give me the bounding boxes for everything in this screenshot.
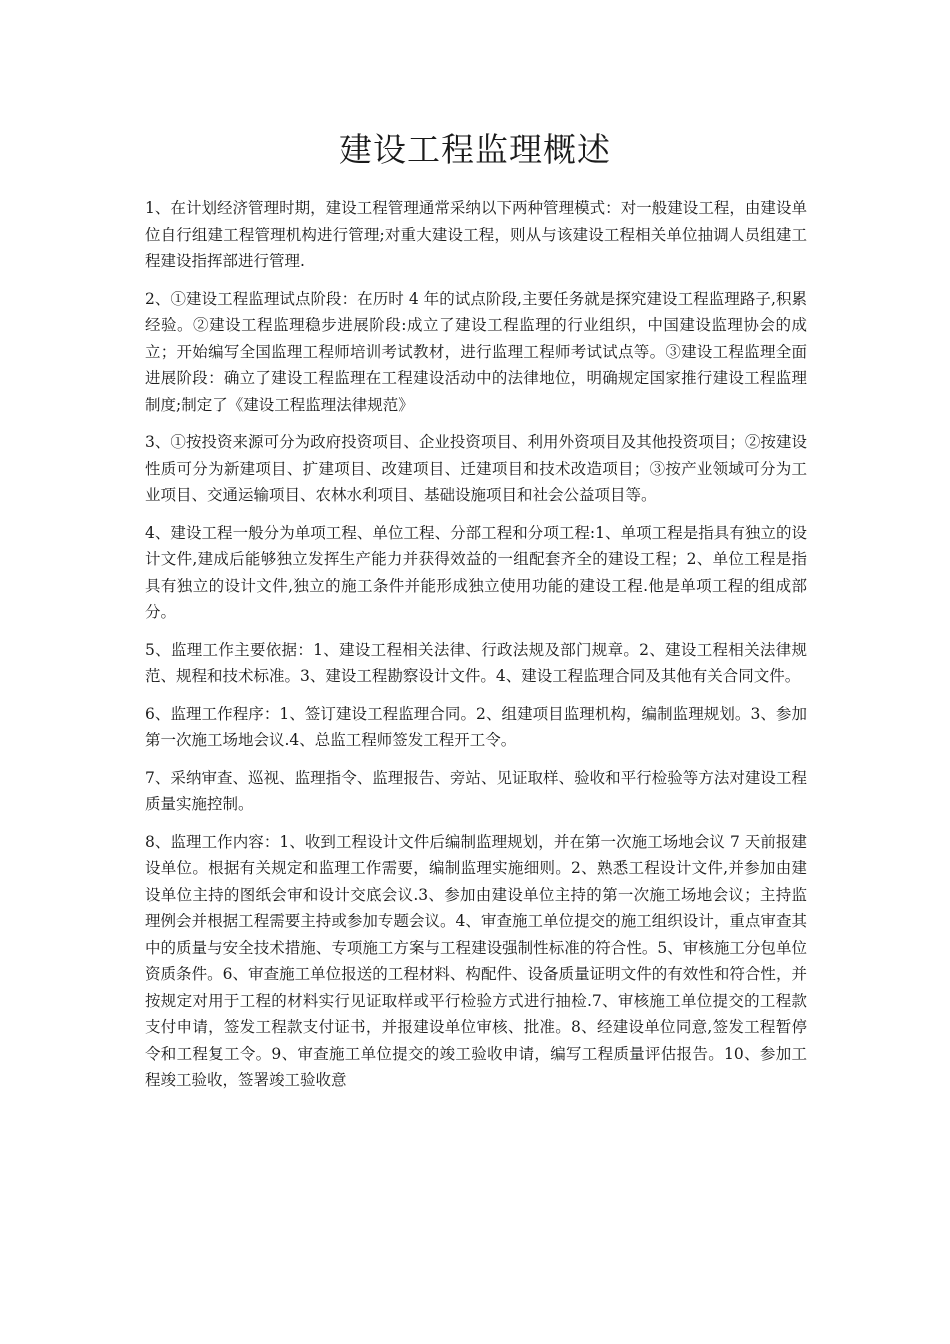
paragraph-6: 6、监理工作程序：1、签订建设工程监理合同。2、组建项目监理机构，编制监理规划。3、参加第一次施工场地会议.4、总监工程师签发工程开工令。 <box>145 704 807 749</box>
document-title: 建设工程监理概述 <box>339 130 611 169</box>
paragraph-7: 7、采纳审查、巡视、监理指令、监理报告、旁站、见证取样、验收和平行检验等方法对建设工程质量实施控制。 <box>145 768 807 813</box>
document-body <box>145 195 807 1105</box>
paragraph-2: 2、①建设工程监理试点阶段：在历时 4 年的试点阶段,主要任务就是探究建设工程监理路子,积累经验。②建设工程监理稳步进展阶段:成立了建设工程监理的行业组织，中国建设监理协会的成立；开始编写全国监理工程师培训考试教材，进行监理工程师考试试点等。③建设工程监理全面进展阶段：确立了建设工程监理在工程建设活动中的法律地位，明确规定国家推行建设工程监理制度;制定了《建设工程监理法律规范》 <box>145 289 807 414</box>
paragraph-4: 4、建设工程一般分为单项工程、单位工程、分部工程和分项工程:1、单项工程是指具有独立的设计文件,建成后能够独立发挥生产能力并获得效益的一组配套齐全的建设工程；2、单位工程是指具有独立的设计文件,独立的施工条件并能形成独立使用功能的建设工程.他是单项工程的组成部分。 <box>145 523 807 621</box>
paragraph-1: 1、在计划经济管理时期，建设工程管理通常采纳以下两种管理模式：对一般建设工程，由建设单位自行组建工程管理机构进行管理;对重大建设工程，则从与该建设工程相关单位抽调人员组建工程建设指挥部进行管理. <box>145 199 807 270</box>
paragraph-5: 5、监理工作主要依据：1、建设工程相关法律、行政法规及部门规章。2、建设工程相关法律规范、规程和技术标准。3、建设工程勘察设计文件。4、建设工程监理合同及其他有关合同文件。 <box>145 640 807 685</box>
paragraph-8: 8、监理工作内容：1、收到工程设计文件后编制监理规划，并在第一次施工场地会议 7 天前报建设单位。根据有关规定和监理工作需要，编制监理实施细则。2、熟悉工程设计文件,并参加由建设单位主持的图纸会审和设计交底会议.3、参加由建设单位主持的第一次施工场地会议；主持监理例会并根据工程需要主持或参加专题会议。4、审查施工单位提交的施工组织设计，重点审查其中的质量与安全技术措施、专项施工方案与工程建设强制性标准的符合性。5、审核施工分包单位资质条件。6、审查施工单位报送的工程材料、构配件、设备质量证明文件的有效性和符合性，并按规定对用于工程的材料实行见证取样或平行检验方式进行抽检.7、审核施工单位提交的工程款支付申请，签发工程款支付证书，并报建设单位审核、批准。8、经建设单位同意,签发工程暂停令和工程复工令。9、审查施工单位提交的竣工验收申请，编写工程质量评估报告。10、参加工程竣工验收，签署竣工验收意 <box>145 832 807 1089</box>
paragraph-3: 3、①按投资来源可分为政府投资项目、企业投资项目、利用外资项目及其他投资项目；②按建设性质可分为新建项目、扩建项目、改建项目、迁建项目和技术改造项目；③按产业领域可分为工业项目、交通运输项目、农林水利项目、基础设施项目和社会公益项目等。 <box>145 433 807 504</box>
